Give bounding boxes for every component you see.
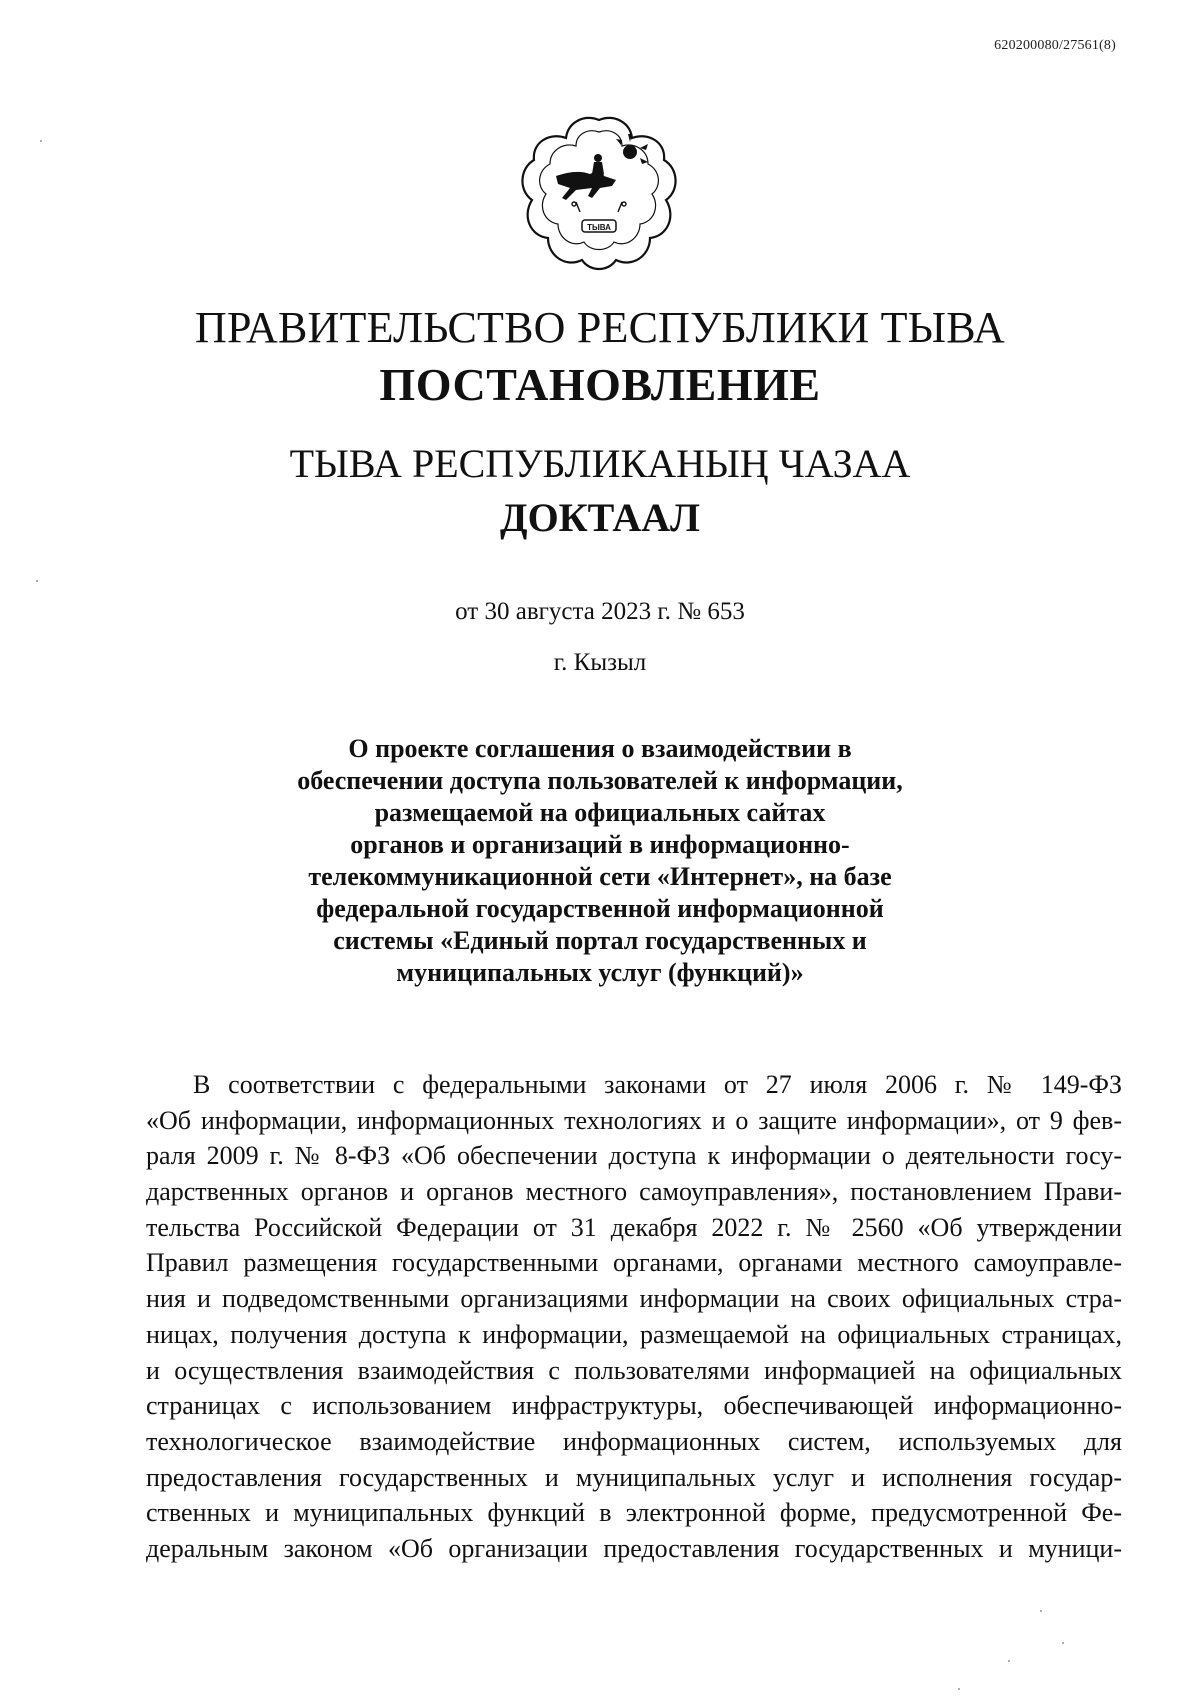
tuva-coat-of-arms-icon [518, 112, 680, 272]
body-line: ственных и муниципальных функций в электронной форме, предусмотренной Фе- [146, 1498, 1122, 1528]
subject-line: О проекте соглашения о взаимодействии в [348, 734, 852, 763]
scan-speck [1008, 1660, 1010, 1662]
subject-line: телекоммуникационной сети «Интернет», на базе [308, 862, 892, 891]
body-paragraph [146, 1067, 1122, 1567]
decree-subject [250, 733, 950, 989]
body-line: тельства Российской Федерации от 31 декабря 2022 г. № 2560 «Об утверждении [146, 1212, 1122, 1242]
subject-line: муниципальных услуг (функций)» [396, 958, 804, 987]
scan-speck [958, 1688, 960, 1690]
date-and-number: от 30 августа 2023 г. № 653 [455, 598, 745, 625]
subject-line: обеспечении доступа пользователей к информации, [297, 766, 903, 795]
body-line: В соответствии с федеральными законами от 27 июля 2006 г. № 149-ФЗ [193, 1070, 1122, 1099]
subject-line: федеральной государственной информационной [316, 894, 884, 923]
document-code: 620200080/27561(8) [994, 38, 1116, 53]
body-line: страницах с использованием инфраструктуры, обеспечивающей информационно- [146, 1391, 1122, 1421]
government-title-tyv: ТЫВА РЕСПУБЛИКАНЫҢ ЧАЗАА [289, 441, 911, 486]
subject-line: размещаемой на официальных сайтах [374, 798, 826, 827]
body-line: раля 2009 г. № 8-ФЗ «Об обеспечении доступа к информации о деятельности госу- [146, 1141, 1122, 1171]
scan-speck [40, 140, 42, 142]
body-line: Правил размещения государственными органами, органами местного самоуправле- [146, 1248, 1122, 1278]
scan-speck [1040, 1610, 1042, 1612]
body-line: предоставления государственных и муниципальных услуг и исполнения государ- [146, 1462, 1122, 1492]
decree-title-ru: ПОСТАНОВЛЕНИЕ [379, 359, 821, 410]
body-line: «Об информации, информационных технологиях и о защите информации», от 9 фев- [146, 1105, 1122, 1135]
emblem-ribbon-text: ТЫВА [587, 223, 611, 232]
government-title-ru: ПРАВИТЕЛЬСТВО РЕСПУБЛИКИ ТЫВА [195, 303, 1005, 352]
subject-line: системы «Единый портал государственных и [333, 926, 867, 955]
body-line: дарственных органов и органов местного самоуправления», постановлением Прави- [146, 1177, 1122, 1207]
body-line: технологическое взаимодействие информационных систем, используемых для [146, 1426, 1122, 1456]
scan-speck [36, 580, 38, 582]
body-line: ния и подведомственными организациями информации на своих официальных стра- [146, 1284, 1122, 1314]
decree-title-tyv: ДОКТААЛ [500, 495, 700, 540]
city: г. Кызыл [553, 649, 647, 676]
scan-speck [1062, 1642, 1064, 1644]
body-line: ницах, получения доступа к информации, размещаемой на официальных страницах, [146, 1319, 1122, 1349]
body-line: деральным законом «Об организации предоставления государственных и муници- [146, 1533, 1122, 1563]
body-line: и осуществления взаимодействия с пользователями информацией на официальных [146, 1355, 1122, 1385]
subject-line: органов и организаций в информационно- [350, 830, 850, 859]
